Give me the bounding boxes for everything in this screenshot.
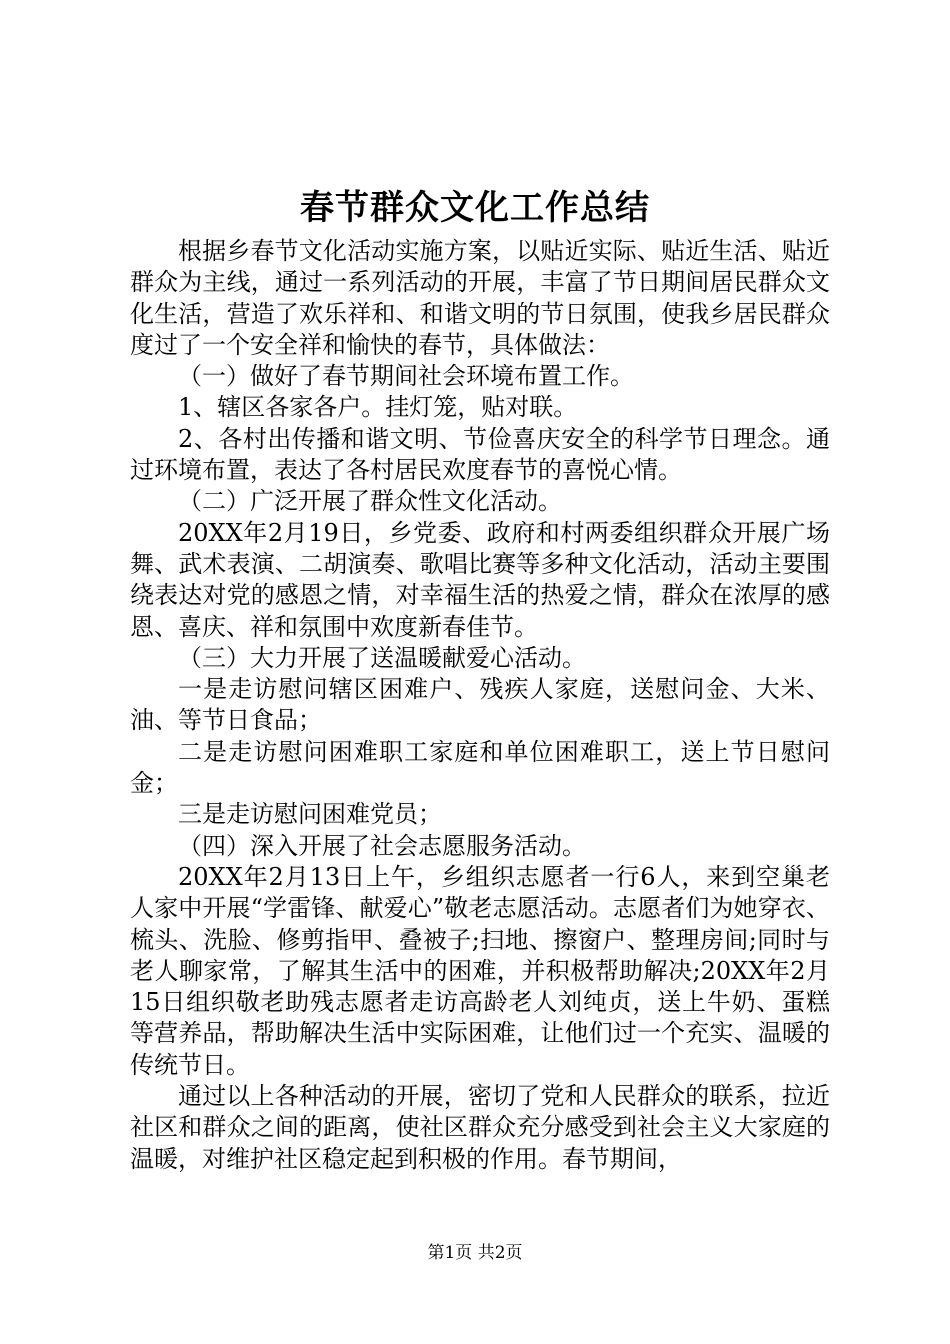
paragraph-visit-2: 二是走访慰问困难职工家庭和单位困难职工，送上节日慰问金；	[130, 737, 830, 798]
section-heading-4: （四）深入开展了社会志愿服务活动。	[178, 831, 586, 860]
page-footer: 第1页 共2页	[427, 1243, 523, 1263]
paragraph-visit-1: 一是走访慰问辖区困难户、残疾人家庭，送慰问金、大米、油、等节日食品；	[130, 675, 830, 735]
section-heading-3: （三）大力开展了送温暖献爱心活动。	[178, 643, 586, 672]
paragraph-volunteer: 20XX年2月13日上午，乡组织志愿者一行6人，来到空巢老人家中开展“学雷锋、献爱心”敬老志愿活动。志愿者们为她穿衣、梳头、洗脸、修剪指甲、叠被子;扫地、擦窗户、整理房间;同时与老人聊家常，了解其生活中的困难，并积极帮助解决;20XX年2月15日组织敬老助残志愿者走访高龄老人刘纯贞，送上牛奶、蛋糕等营养品，帮助解决生活中实际困难，让他们过一个充实、温暖的传统节日。	[130, 862, 830, 1079]
section-heading-2: （二）广泛开展了群众性文化活动。	[178, 487, 562, 516]
paragraph-visit-3: 三是走访慰问困难党员；	[178, 800, 442, 829]
paragraph-item-2: 2、各村出传播和谐文明、节俭喜庆安全的科学节日理念。通过环境布置，表达了各村居民欢度春节的喜悦心情。	[130, 424, 830, 485]
paragraph-item-1: 1、辖区各家各户。挂灯笼，贴对联。	[178, 393, 578, 422]
document-body	[130, 236, 830, 1175]
paragraph-conclusion: 通过以上各种活动的开展，密切了党和人民群众的联系，拉近社区和群众之间的距离，使社区群众充分感受到社会主义大家庭的温暖，对维护社区稳定起到积极的作用。春节期间，	[130, 1082, 830, 1173]
paragraph-culture-activities: 20XX年2月19日，乡党委、政府和村两委组织群众开展广场舞、武术表演、二胡演奏、歌唱比赛等多种文化活动，活动主要围绕表达对党的感恩之情，对幸福生活的热爱之情，群众在浓厚的感恩、喜庆、祥和氛围中欢度新春佳节。	[130, 518, 830, 641]
paragraph-intro: 根据乡春节文化活动实施方案，以贴近实际、贴近生活、贴近群众为主线，通过一系列活动的开展，丰富了节日期间居民群众文化生活，营造了欢乐祥和、和谐文明的节日氛围，使我乡居民群众度过了一个安全祥和愉快的春节，具体做法：	[130, 237, 830, 359]
document-title: 春节群众文化工作总结	[300, 188, 650, 228]
section-heading-1: （一）做好了春节期间社会环境布置工作。	[178, 362, 634, 391]
